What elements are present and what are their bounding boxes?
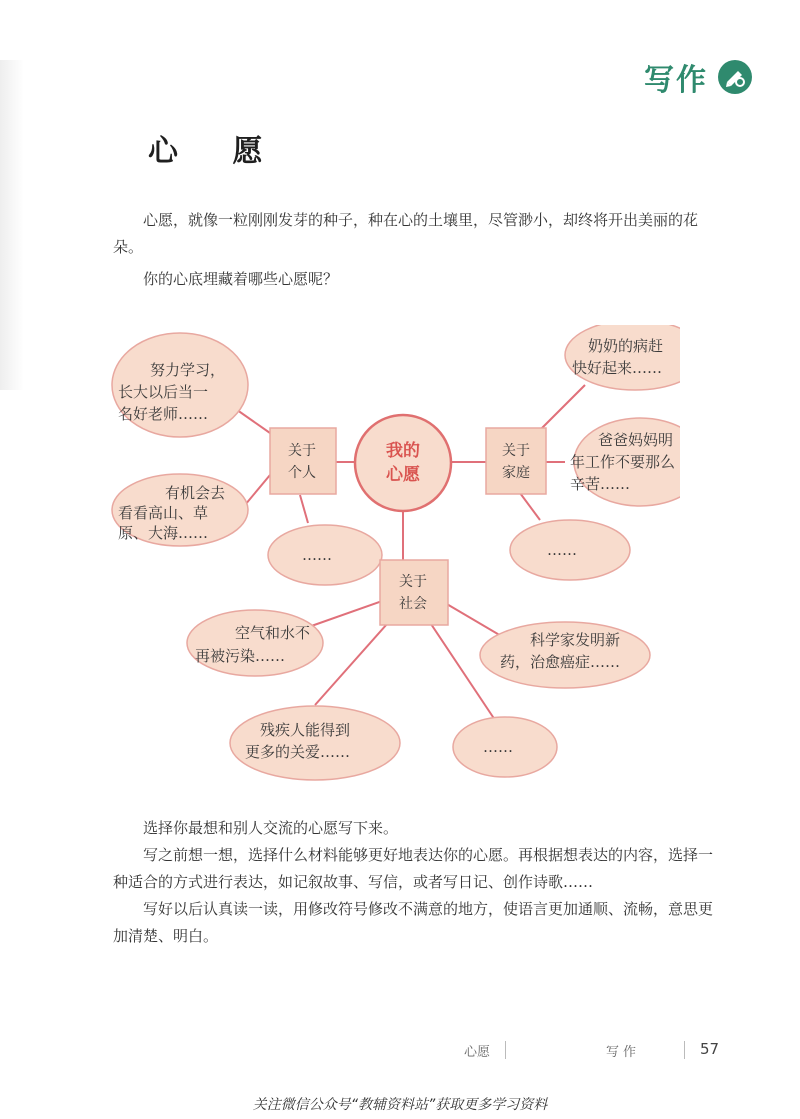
body-paragraph-2: 写之前想一想，选择什么材料能够更好地表达你的心愿。再根据想表达的内容，选择一种适合的方式进行表达，如记叙故事、写信，或者写日记、创作诗歌…… — [113, 846, 714, 891]
bubble-text-line: 原、大海…… — [118, 524, 209, 542]
page-title: 心 愿 — [148, 134, 285, 169]
center-label: 心愿 — [386, 465, 420, 485]
bubble-society-1 — [187, 610, 323, 676]
bubble-society-4 — [453, 717, 557, 777]
center-node — [355, 415, 451, 511]
category-label: 关于 — [399, 574, 427, 590]
bubble-family-2 — [570, 418, 680, 506]
category-label: 家庭 — [502, 465, 530, 481]
bubble-text-line: 科学家发明新 — [530, 631, 621, 649]
bubble-text-line: 名好老师…… — [118, 405, 209, 423]
bubble-text-line: 看看高山、草 — [118, 504, 209, 522]
category-label: 社会 — [399, 596, 427, 612]
bubble-text-line: 辛苦…… — [570, 475, 631, 493]
footer-divider — [684, 1041, 685, 1059]
bubble-text-line: …… — [302, 546, 332, 564]
page-footer — [0, 1041, 800, 1061]
bubble-personal-2 — [112, 474, 248, 546]
body-paragraph-3: 写好以后认真读一读，用修改符号修改不满意的地方，使语言更加通顺、流畅，意思更加清楚、明白。 — [113, 900, 714, 945]
body-paragraph-1: 选择你最想和别人交流的心愿写下来。 — [143, 819, 399, 837]
bubble-society-2 — [480, 622, 650, 688]
category-label: 关于 — [288, 443, 316, 459]
section-tab — [644, 55, 752, 99]
bubble-family-3 — [510, 520, 630, 580]
bubble-text-line: 更多的关爱…… — [245, 743, 351, 761]
bubble-text-line: 爸爸妈妈明 — [598, 431, 674, 449]
pencil-leaf-icon — [718, 60, 752, 94]
bottom-note: 关注微信公众号“教辅资料站”获取更多学习资料 — [252, 1097, 548, 1113]
bubble-text-line: …… — [547, 541, 577, 559]
bubble-society-3 — [230, 706, 400, 780]
left-edge-decoration — [0, 60, 24, 390]
page-number: 57 — [700, 1040, 720, 1058]
bubble-text-line: 年工作不要那么 — [570, 453, 676, 471]
intro-paragraph-2: 你的心底埋藏着哪些心愿呢？ — [143, 270, 339, 288]
category-box-society — [380, 560, 448, 625]
category-box-personal — [270, 428, 336, 494]
bubble-text-line: …… — [483, 738, 513, 756]
bubble-text-line: 残疾人能得到 — [260, 721, 351, 739]
bubble-text-line: 努力学习， — [150, 361, 226, 379]
footer-divider — [505, 1041, 506, 1059]
bubble-text-line: 长大以后当一 — [118, 383, 209, 401]
bubble-text-line: 快好起来…… — [572, 359, 663, 377]
center-label: 我的 — [386, 441, 420, 461]
footer-unit-title: 写作 — [606, 1045, 641, 1060]
category-label: 个人 — [288, 465, 316, 481]
bubble-personal-1 — [112, 333, 248, 437]
category-label: 关于 — [502, 443, 530, 459]
bubble-text-line: 奶奶的病赶 — [588, 337, 664, 355]
footer-lesson-title: 心愿 — [464, 1045, 491, 1060]
section-label: 写作 — [644, 63, 708, 98]
mind-map-diagram — [100, 325, 680, 790]
bubble-text-line: 再被污染…… — [195, 647, 286, 665]
bubble-personal-3 — [268, 525, 382, 585]
bubble-text-line: 药，治愈癌症…… — [500, 653, 621, 671]
bubble-family-1 — [565, 325, 680, 390]
category-box-family — [486, 428, 546, 494]
bubble-text-line: 空气和水不 — [235, 624, 311, 642]
bubble-text-line: 有机会去 — [165, 484, 226, 502]
intro-paragraph-1: 心愿，就像一粒刚刚发芽的种子，种在心的土壤里，尽管渺小，却终将开出美丽的花朵。 — [113, 211, 699, 256]
